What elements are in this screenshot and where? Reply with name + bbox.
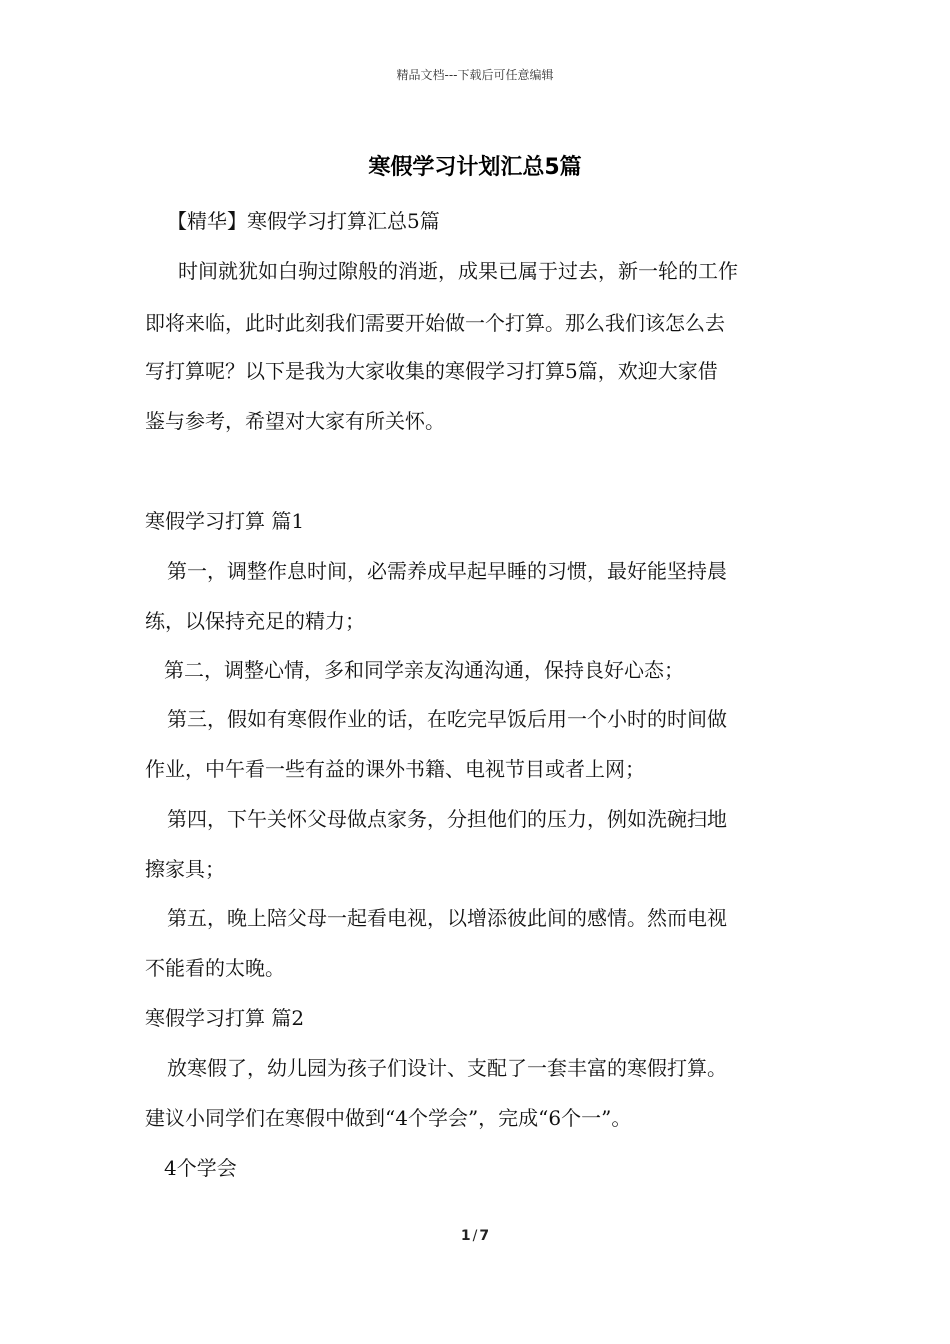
item-line: 第三，假如有寒假作业的话，在吃完早饭后用一个小时的时间做 — [167, 707, 727, 731]
page-separator: / — [472, 1228, 478, 1244]
item-line: 擦家具； — [145, 857, 225, 881]
item-line: 第五，晚上陪父母一起看电视，以增添彼此间的感情。然而电视 — [167, 906, 727, 930]
total-pages-number: 7 — [479, 1228, 490, 1244]
page-number — [0, 1228, 950, 1244]
item-line: 第二，调整心情，多和同学亲友沟通沟通，保持良好心态； — [164, 658, 684, 682]
intro-line-4: 鉴与参考，希望对大家有所关怀。 — [145, 409, 445, 433]
document-title: 寒假学习计划汇总5篇 — [368, 155, 582, 180]
intro-line-2: 即将来临，此时此刻我们需要开始做一个打算。那么我们该怎么去 — [145, 311, 725, 335]
subtitle-line: 【精华】寒假学习打算汇总5篇 — [167, 209, 440, 233]
item-line: 第四，下午关怀父母做点家务，分担他们的压力，例如洗碗扫地 — [167, 807, 727, 831]
page-header: 精品文档---下载后可任意编辑 — [396, 68, 554, 82]
current-page-number: 1 — [460, 1228, 471, 1244]
item-line: 作业，中午看一些有益的课外书籍、电视节目或者上网； — [145, 757, 645, 781]
item-line: 练，以保持充足的精力； — [145, 609, 365, 633]
paragraph-line: 放寒假了，幼儿园为孩子们设计、支配了一套丰富的寒假打算。 — [167, 1056, 727, 1080]
paragraph-line: 4个学会 — [164, 1156, 237, 1180]
item-line: 第一，调整作息时间，必需养成早起早睡的习惯，最好能坚持晨 — [167, 559, 727, 583]
item-line: 不能看的太晚。 — [145, 956, 285, 980]
section-heading-1: 寒假学习打算 篇1 — [145, 509, 305, 533]
intro-line-3: 写打算呢？以下是我为大家收集的寒假学习打算5篇，欢迎大家借 — [145, 359, 718, 383]
intro-line-1: 时间就犹如白驹过隙般的消逝，成果已属于过去，新一轮的工作 — [178, 259, 738, 283]
section-heading-2: 寒假学习打算 篇2 — [145, 1006, 305, 1030]
paragraph-line: 建议小同学们在寒假中做到“4个学会”，完成“6个一”。 — [145, 1106, 632, 1130]
